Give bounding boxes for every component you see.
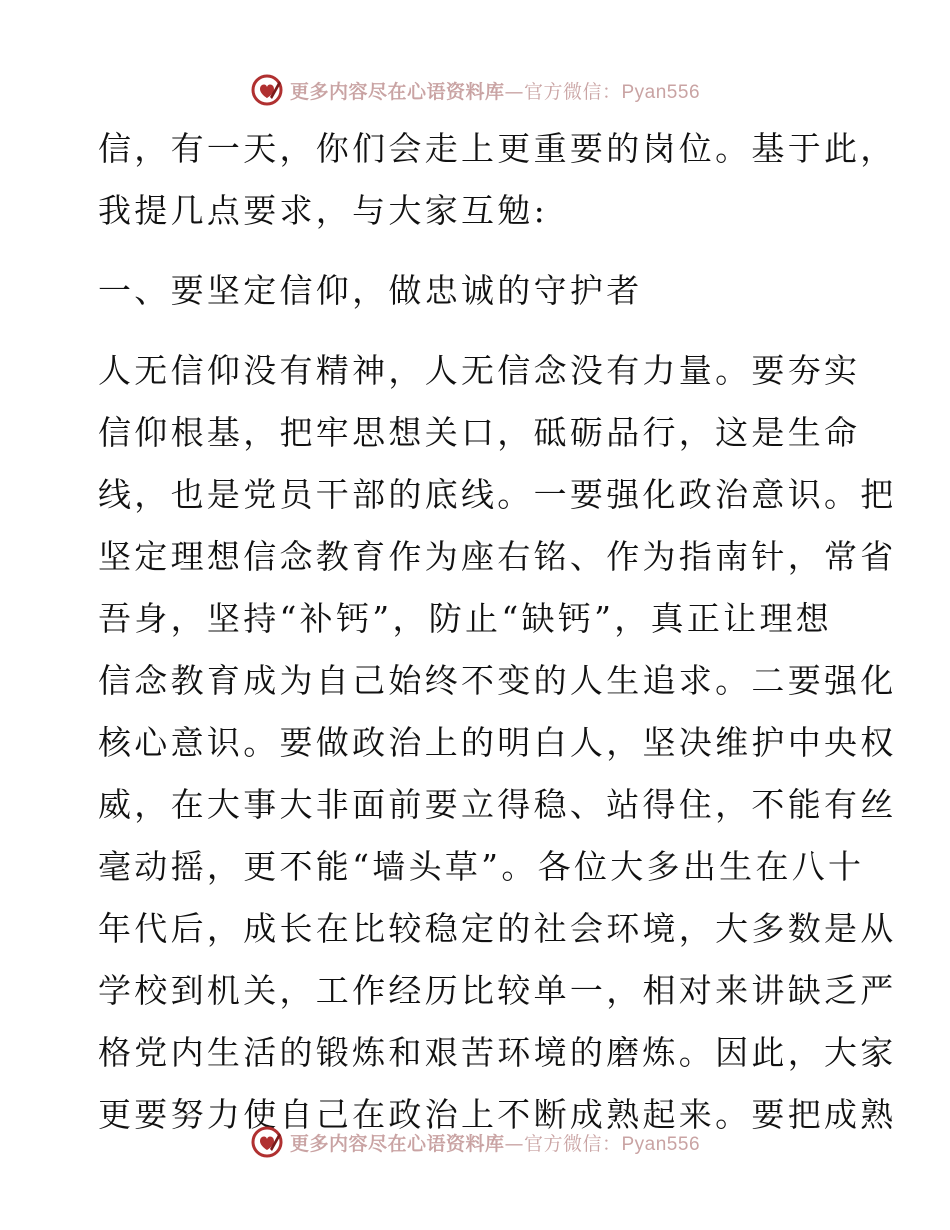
text-line: 线，也是党员干部的底线。一要强化政治意识。把 [98,475,897,514]
heart-pen-logo-icon [250,73,284,107]
header-watermark [0,70,950,110]
text-line: 学校到机关，工作经历比较单一，相对来讲缺乏严 [98,971,897,1010]
text-line: 年代后，成长在比较稳定的社会环境，大多数是从 [98,909,897,948]
text-line: 毫动摇，更不能“墙头草”。各位大多出生在八十 [98,847,865,886]
watermark-dash: — [504,1132,524,1155]
watermark-brand: 更多内容尽在心语资料库 [289,80,505,103]
text-line: 信念教育成为自己始终不变的人生追求。二要强化 [98,661,897,700]
text-line: 坚定理想信念教育作为座右铭、作为指南针，常省 [98,537,897,576]
text-line: 我提几点要求，与大家互勉: [98,191,549,230]
section-heading: 一、要坚定信仰，做忠诚的守护者 [98,271,643,310]
document-body [98,118,897,1146]
paragraph-1 [98,118,897,242]
text-line: 人无信仰没有精神，人无信念没有力量。要夯实 [98,351,861,390]
text-line: 信仰根基，把牢思想关口，砥砺品行，这是生命 [98,413,861,452]
footer-watermark [0,1122,950,1162]
paragraph-2 [98,340,897,1146]
text-line: 吾身，坚持“补钙”，防止“缺钙”，真正让理想 [98,599,833,638]
text-line: 威，在大事大非面前要立得稳、站得住，不能有丝 [98,785,897,824]
watermark-text [290,77,700,104]
watermark-text [290,1129,700,1156]
text-line: 更要努力使自己在政治上不断成熟起来。要把成熟 [98,1095,897,1134]
watermark-wechat-label: 官方微信： [523,80,622,103]
text-line: 核心意识。要做政治上的明白人，坚决维护中央权 [98,723,897,762]
watermark-wechat-id: Pyan556 [621,1133,701,1155]
text-line: 格党内生活的锻炼和艰苦环境的磨炼。因此，大家 [98,1033,897,1072]
watermark-wechat-label: 官方微信： [523,1132,622,1155]
heart-pen-logo-icon [250,1125,284,1159]
watermark-dash: — [504,80,524,103]
watermark-brand: 更多内容尽在心语资料库 [289,1132,505,1155]
watermark-wechat-id: Pyan556 [621,81,701,103]
text-line: 信，有一天，你们会走上更重要的岗位。基于此， [98,129,897,168]
